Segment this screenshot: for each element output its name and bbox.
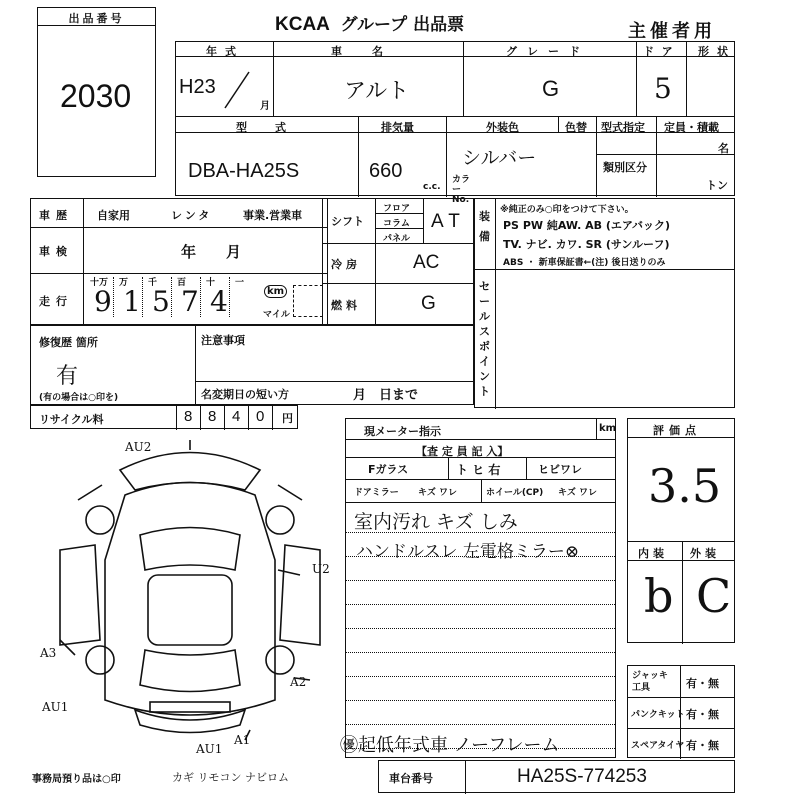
km-label: km <box>264 285 287 298</box>
equipment-note: ※純正のみ○印をつけて下さい。 <box>500 205 634 215</box>
displacement-label: 排気量 <box>381 121 414 134</box>
grade-value: G <box>542 76 560 101</box>
hibi-label[interactable]: ヒビワレ <box>538 463 582 476</box>
group-title: グループ 出品票 <box>340 15 465 35</box>
mileage-digit-header: 千 <box>148 278 158 288</box>
mirror-options[interactable]: キズ ワレ <box>418 488 457 498</box>
lot-number-label: 出品番号 <box>68 12 125 25</box>
mileage-digit-header: 一 <box>235 278 245 288</box>
tools-panel <box>627 665 735 758</box>
mileage-digit-header: 万 <box>119 278 129 288</box>
equipment-line2[interactable]: TV. ナビ. カワ. SR (サンルーフ) <box>503 238 670 251</box>
month-unit: 月 <box>260 101 270 112</box>
shift-value: AT <box>431 211 466 232</box>
ac-value: AC <box>413 252 440 273</box>
inspection-value: 年 月 <box>181 243 242 261</box>
mark-a3: A3 <box>40 646 57 660</box>
year-label: 年式 <box>206 45 244 58</box>
body-label: 形状 <box>698 45 736 58</box>
deadline-value: 月 日まで <box>353 388 419 403</box>
history-opt-rental[interactable]: レンタ <box>171 209 213 222</box>
history-label: 車歴 <box>39 209 73 222</box>
shift-label: シフト <box>331 215 364 228</box>
color-label: 外装色 <box>486 121 519 134</box>
grade-score: 3.5 <box>648 459 722 513</box>
lot-number: 2030 <box>60 78 132 114</box>
organizer-label: 主催者用 <box>628 21 716 42</box>
grade-panel <box>627 418 735 643</box>
category-label: 類別区分 <box>603 161 647 174</box>
history-opt-business[interactable]: 事業.営業車 <box>243 209 303 222</box>
model-label: 型式 <box>236 121 314 134</box>
mark-a1: A1 <box>234 733 251 747</box>
name-label: 車名 <box>331 45 413 58</box>
fuel-label: 燃料 <box>331 299 361 312</box>
fuel-value: G <box>421 293 436 314</box>
brand-title <box>275 10 464 36</box>
capacity-label: 定員・積載 <box>664 121 719 134</box>
mileage-digit: 1 <box>123 285 141 318</box>
wheel-options[interactable]: キズ ワレ <box>558 488 597 498</box>
capacity-unit-tons: トン <box>706 179 728 192</box>
recycle-table <box>30 405 298 429</box>
glass-label: Fガラス <box>368 463 409 476</box>
doors-value: 5 <box>654 72 672 105</box>
displacement-value: 660 <box>369 160 403 182</box>
recycle-unit: 円 <box>282 412 293 425</box>
note-line1: 室内汚れ キズ しみ <box>354 511 518 533</box>
car-name: アルト <box>344 79 410 104</box>
recycle-digit: 8 <box>208 408 217 425</box>
car-diagram <box>40 440 340 760</box>
spare-label: スペアタイヤ <box>631 741 685 751</box>
mark-au2: AU2 <box>125 440 152 454</box>
exterior-grade: C <box>696 569 732 623</box>
shift-opt-panel[interactable]: パネル <box>383 234 411 244</box>
caution-label: 注意事項 <box>201 334 245 347</box>
equipment-line1[interactable]: PS PW 純AW. AB (エアバック) <box>503 219 671 232</box>
mileage-digit-header: 百 <box>177 278 187 288</box>
mark-u2: U2 <box>312 562 330 576</box>
mark-au1-bottom: AU1 <box>196 742 223 756</box>
color-value: シルバー <box>462 147 537 169</box>
mileage-label: 走行 <box>39 295 73 308</box>
repair-table <box>30 325 474 405</box>
chassis-box <box>378 760 735 793</box>
paint-change-label: 色替 <box>565 121 587 134</box>
equipment-table <box>474 198 735 408</box>
ac-label: 冷房 <box>331 258 361 271</box>
chassis-number: HA25S-774253 <box>517 766 647 787</box>
year-slash <box>221 70 251 110</box>
glass-options[interactable]: ト ヒ 右 <box>456 463 501 477</box>
deadline-label: 名変期日の短い方 <box>201 388 289 401</box>
doors-label: ドア <box>643 45 681 58</box>
exterior-label: 外装 <box>690 547 720 560</box>
spec-table <box>322 198 474 325</box>
wheel-label: ホイール(CP) <box>486 488 544 498</box>
color-number-label: カラー No. <box>452 175 471 205</box>
chassis-label: 車台番号 <box>389 772 433 785</box>
repair-value: 有 <box>56 364 79 389</box>
brand-logo: KCAA <box>275 14 330 35</box>
inspection-panel <box>340 418 617 758</box>
mark-a2: A2 <box>290 675 307 689</box>
inspection-label: 車検 <box>39 245 73 258</box>
jack-value[interactable]: 有・無 <box>686 677 719 690</box>
vehicle-table <box>175 41 736 205</box>
model-value: DBA-HA25S <box>188 160 300 182</box>
recycle-digit: 0 <box>256 408 265 425</box>
meter-label: 現メーター指示 <box>364 425 441 438</box>
mileage-digit: 5 <box>152 285 170 318</box>
mileage-digit: 9 <box>94 285 112 318</box>
repair-label: 修復歴 箇所 <box>39 336 98 349</box>
office-note: 事務局預り品は○印 <box>32 774 121 785</box>
year-value: H23 <box>179 76 216 98</box>
note-line2: ハンドルスレ 左電格ミラー⊗ <box>356 542 580 562</box>
office-items: カギ リモコン ナビロム <box>172 771 289 784</box>
lot-number-box <box>37 7 156 177</box>
cc-unit: c.c. <box>423 182 441 192</box>
grade-label: 評価点 <box>653 424 701 437</box>
mileage-digit: 7 <box>181 285 199 318</box>
jack-label: ジャッキ工具 <box>632 671 668 693</box>
capacity-unit-persons: 名 <box>718 142 729 155</box>
history-opt-private[interactable]: 自家用 <box>97 209 130 222</box>
repair-note: (有の場合は○印を) <box>39 393 119 403</box>
equipment-line3[interactable]: ABS ・ 新車保証書←(注) 後日送りのみ <box>503 258 666 268</box>
interior-label: 内装 <box>638 547 668 560</box>
interior-grade: b <box>644 569 674 623</box>
puncture-value[interactable]: 有・無 <box>686 708 719 721</box>
mile-label: マイル <box>263 310 290 320</box>
mirror-label: ドアミラー <box>354 488 399 498</box>
recycle-digit: 8 <box>184 408 193 425</box>
sales-point-label: セールスポイント <box>479 280 490 398</box>
spare-value[interactable]: 有・無 <box>686 739 719 752</box>
note-line3: ㊝起低年式車 ノーフレーム <box>340 735 560 756</box>
puncture-label: パンクキット <box>631 710 685 720</box>
recycle-label: リサイクル料 <box>39 413 104 426</box>
meter-unit: km <box>599 423 617 434</box>
mark-au1-left: AU1 <box>42 700 69 714</box>
model-designation-label: 型式指定 <box>601 121 645 134</box>
inspector-label: 【査 定 員 記 入】 <box>416 445 509 458</box>
grade-label: グレード <box>506 45 590 58</box>
shift-opt-column[interactable]: コラム <box>383 219 410 229</box>
recycle-digit: 4 <box>232 408 241 425</box>
mileage-digit-header: 十万 <box>90 278 109 288</box>
shift-opt-floor[interactable]: フロア <box>383 204 411 214</box>
mileage-digit-header: 十 <box>206 278 216 288</box>
history-table <box>30 198 328 325</box>
mileage-digit: 4 <box>210 285 228 318</box>
equipment-label: 装備 <box>479 210 490 243</box>
